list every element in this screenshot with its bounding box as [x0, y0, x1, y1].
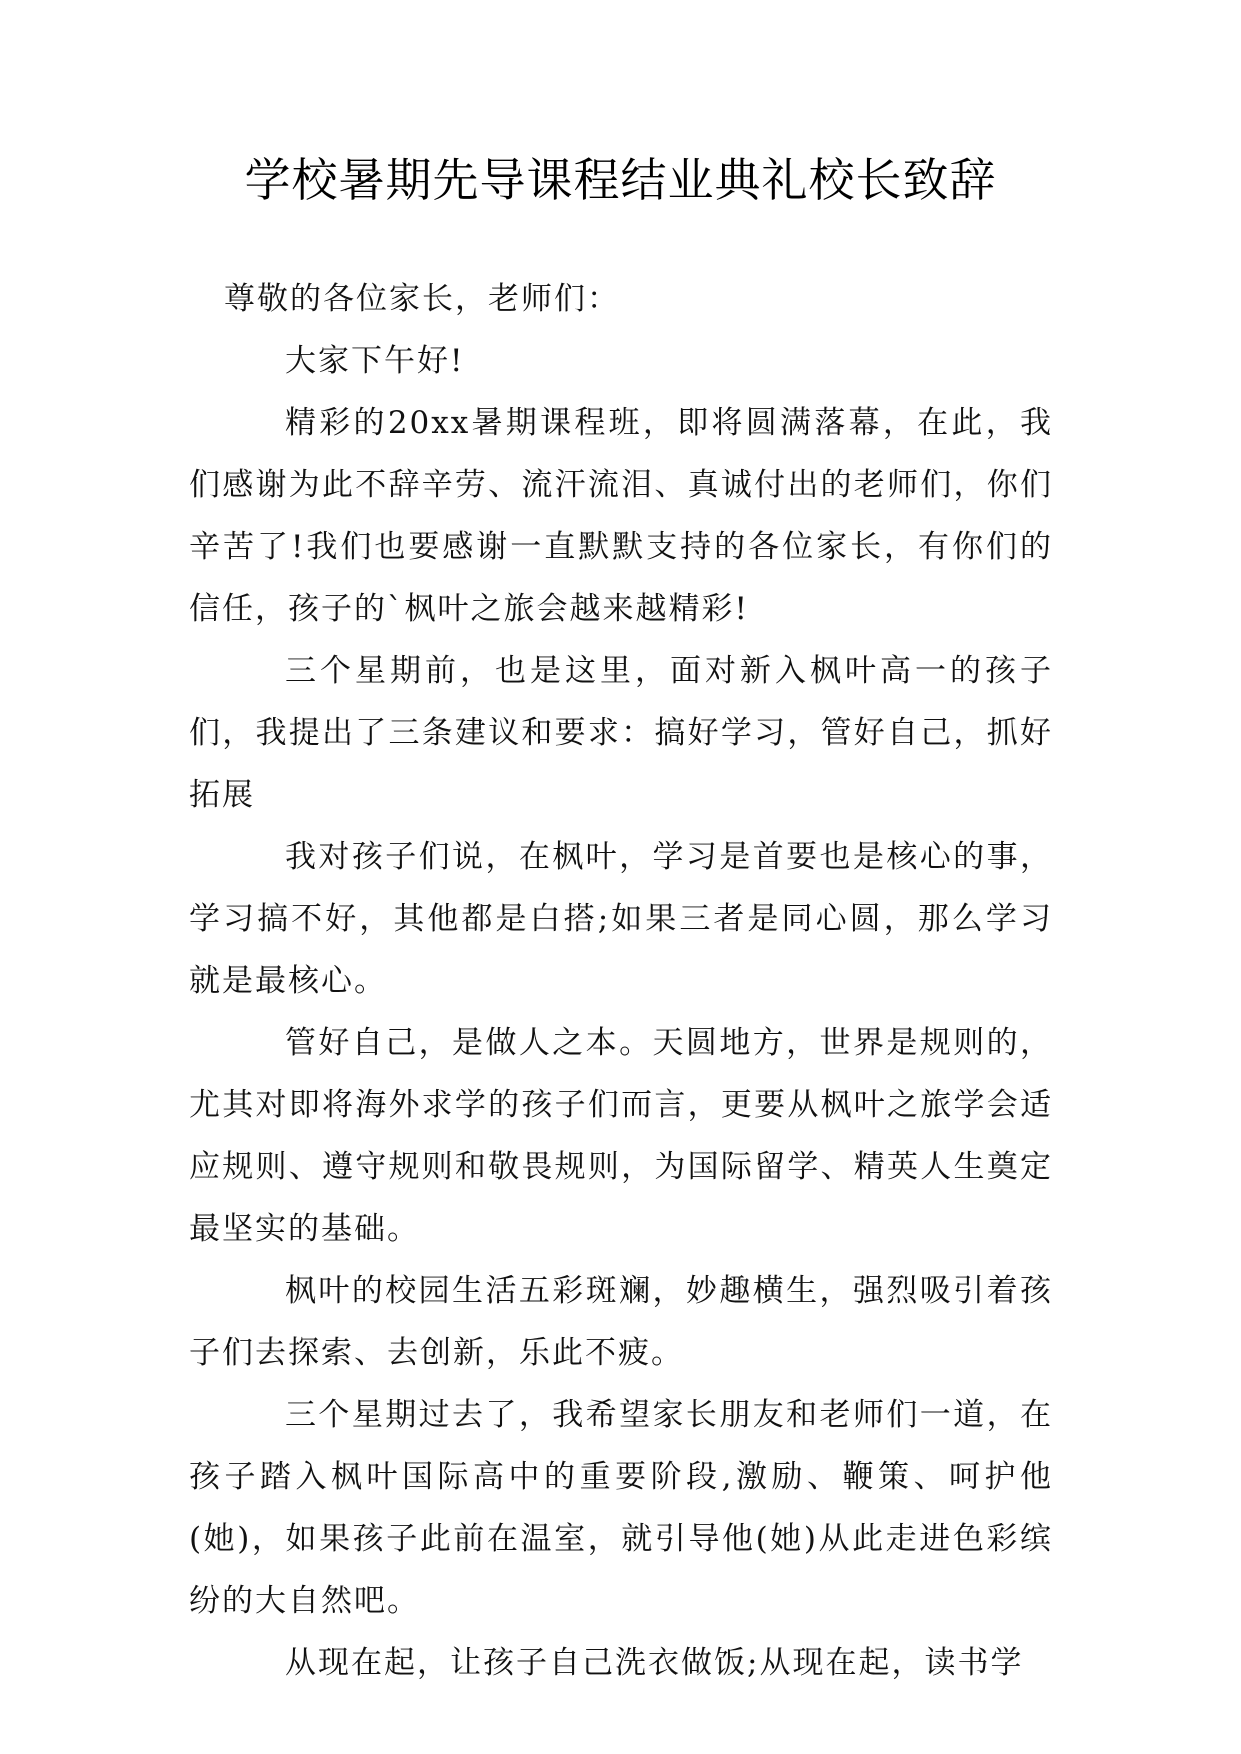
document-title: 学校暑期先导课程结业典礼校长致辞 — [244, 153, 997, 207]
paragraph-campus-life: 枫叶的校园生活五彩斑斓，妙趣横生，强烈吸引着孩子们去探索、去创新，乐此不疲。 — [189, 1273, 1053, 1371]
paragraph-hope: 三个星期过去了，我希望家长朋友和老师们一道，在孩子踏入枫叶国际高中的重要阶段,激励、鞭策、呵护他(她)，如果孩子此前在温室，就引导他(她)从此走进色彩缤纷的大自然吧。 — [189, 1397, 1053, 1619]
paragraph-thanks: 精彩的20xx暑期课程班，即将圆满落幕，在此，我们感谢为此不辞辛劳、流汗流泪、真诚付出的老师们，你们辛苦了!我们也要感谢一直默默支持的各位家长，有你们的信任，孩子的`枫叶之旅会越来越精彩! — [189, 405, 1053, 627]
document-body — [189, 268, 1053, 1694]
paragraph-study: 我对孩子们说，在枫叶，学习是首要也是核心的事，学习搞不好，其他都是白搭;如果三者是同心圆，那么学习就是最核心。 — [189, 839, 1053, 999]
paragraph-from-now-on: 从现在起，让孩子自己洗衣做饭;从现在起，读书学 — [285, 1645, 1024, 1681]
paragraph-self-management: 管好自己，是做人之本。天圆地方，世界是规则的，尤其对即将海外求学的孩子们而言，更要从枫叶之旅学会适应规则、遵守规则和敬畏规则，为国际留学、精英人生奠定最坚实的基础。 — [189, 1025, 1053, 1247]
paragraph-three-requirements: 三个星期前，也是这里，面对新入枫叶高一的孩子们，我提出了三条建议和要求：搞好学习，管好自己，抓好拓展 — [189, 653, 1053, 813]
paragraph-greeting: 大家下午好! — [285, 343, 465, 379]
salutation: 尊敬的各位家长，老师们： — [224, 281, 620, 317]
